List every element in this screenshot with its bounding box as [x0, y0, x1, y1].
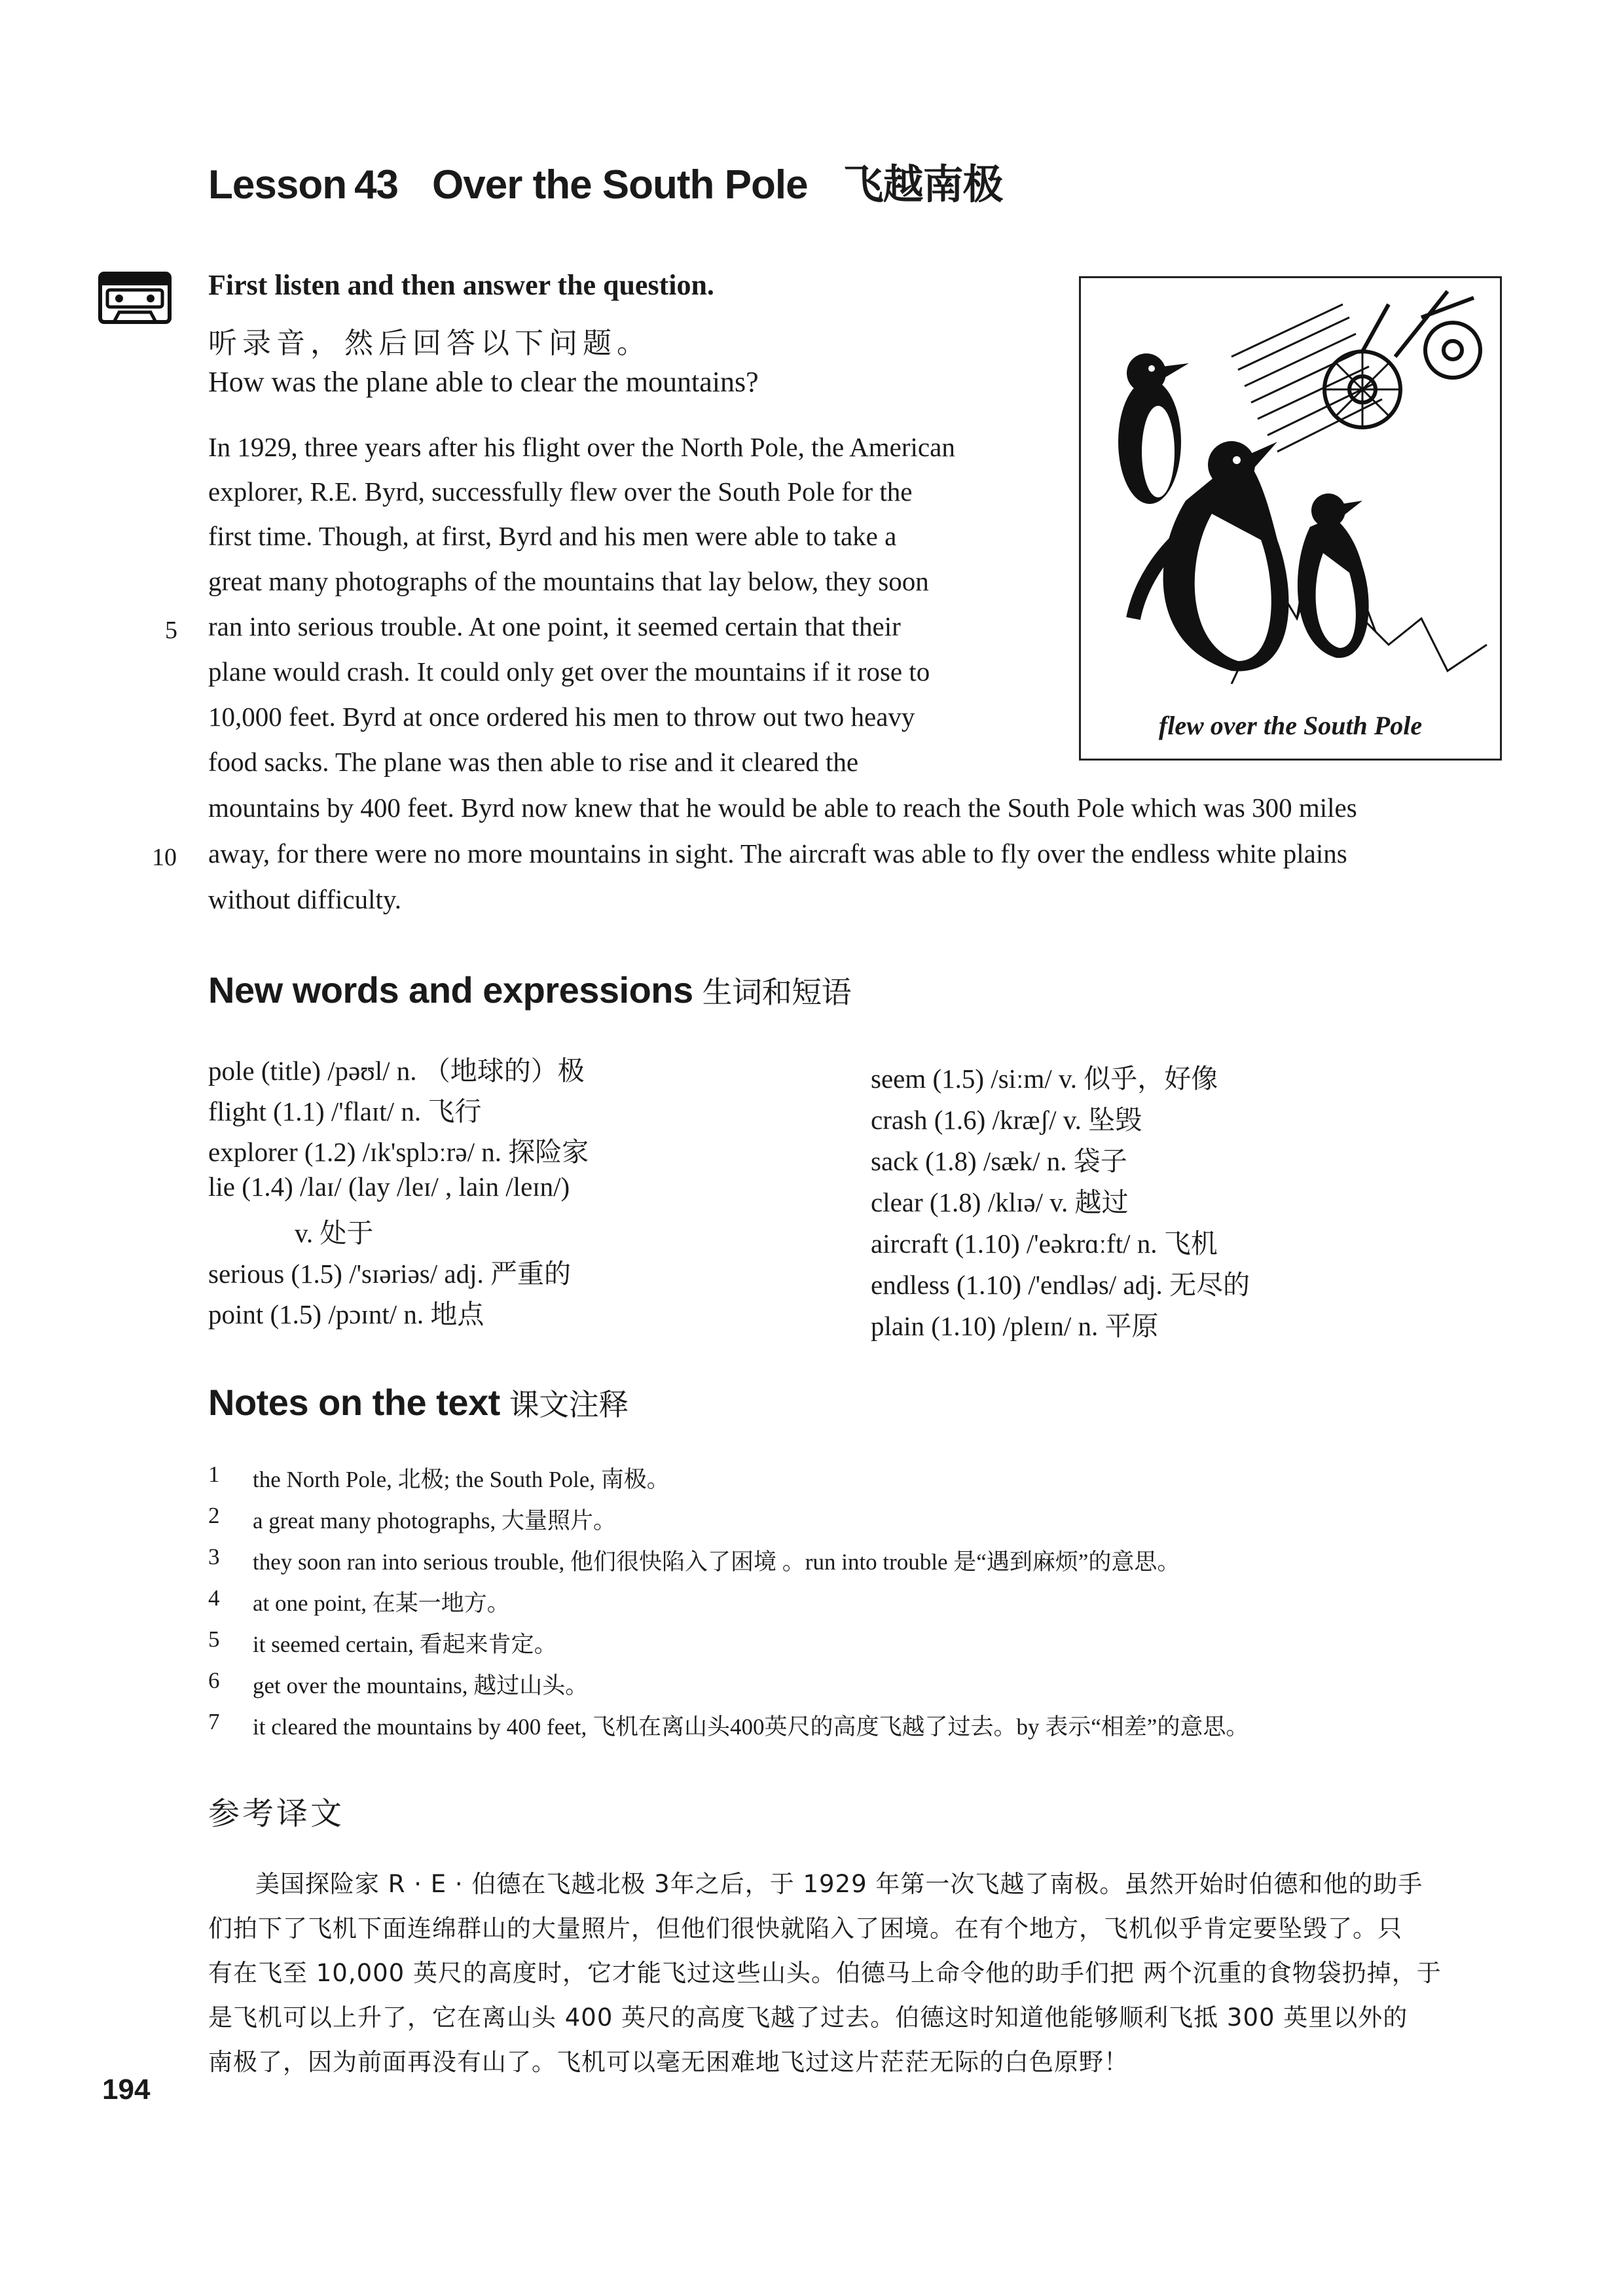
note-number: 4: [208, 1585, 220, 1611]
translation-heading: 参考译文: [208, 1795, 345, 1832]
translation-line: 有在飞至 10,000 英尺的高度时，它才能飞过这些山头。伯德马上命令他的助手们把 两个沉重的食物袋扔掉，于: [208, 1959, 1442, 1987]
story-line: away, for there were no more mountains in sight. The aircraft was able to fly over the endless white plains: [208, 838, 1347, 869]
cassette-tape-icon: [98, 272, 172, 324]
note-number: 3: [208, 1544, 220, 1570]
note-number: 1: [208, 1462, 220, 1487]
story-line: In 1929, three years after his flight over the North Pole, the American: [208, 432, 955, 462]
illustration-frame: [1079, 276, 1502, 761]
translation-line: 美国探险家 R · E · 伯德在飞越北极 3年之后，于 1929 年第一次飞越了南极。虽然开始时伯德和他的助手: [255, 1870, 1423, 1898]
illustration-caption: flew over the South Pole: [1158, 711, 1423, 740]
page-number: 194: [102, 2073, 151, 2106]
instruction-zh: 听录音，然后回答以下问题。: [208, 327, 651, 360]
note-text: at one point, 在某一地方。: [253, 1590, 510, 1616]
lesson-label: Lesson: [208, 162, 347, 207]
vocab-entry: seem (1.5) /siːm/ v. 似乎，好像: [871, 1064, 1218, 1094]
note-number: 5: [208, 1626, 220, 1652]
story-line: great many photographs of the mountains that lay below, they soon: [208, 566, 929, 596]
vocab-entry: plain (1.10) /pleɪn/ n. 平原: [871, 1311, 1159, 1341]
vocab-entry: pole (title) /pəʊl/ n. （地球的）极: [208, 1056, 585, 1086]
penguins-airplane-illustration: [1081, 278, 1500, 684]
story-line: 10,000 feet. Byrd at once ordered his men to throw out two heavy: [208, 702, 915, 732]
translation-line: 们拍下了飞机下面连绵群山的大量照片，但他们很快就陷入了困境。在有个地方，飞机似乎肯定要坠毁了。只: [208, 1914, 1402, 1943]
note-number: 2: [208, 1503, 220, 1528]
note-text: it cleared the mountains by 400 feet, 飞机在离山头400英尺的高度飞越了过去。by 表示“相差”的意思。: [253, 1714, 1249, 1740]
story-line: mountains by 400 feet. Byrd now knew that he would be able to reach the South Pole which was 300 miles: [208, 793, 1357, 823]
vocab-entry: point (1.5) /pɔɪnt/ n. 地点: [208, 1299, 484, 1329]
story-line: without difficulty.: [208, 884, 401, 914]
story-line: first time. Though, at first, Byrd and his men were able to take a: [208, 521, 897, 551]
story-line: explorer, R.E. Byrd, successfully flew over the South Pole for the: [208, 476, 913, 507]
vocab-entry: aircraft (1.10) /'eəkrɑːft/ n. 飞机: [871, 1229, 1218, 1259]
vocab-entry: crash (1.6) /kræʃ/ v. 坠毁: [871, 1105, 1142, 1135]
story-line: food sacks. The plane was then able to rise and it cleared the: [208, 747, 859, 777]
lesson-number: 43: [354, 162, 399, 207]
line-number: 10: [152, 844, 177, 871]
new-words-heading-zh: 生词和短语: [702, 975, 852, 1010]
notes-heading-en: Notes on the text: [208, 1382, 500, 1423]
vocab-entry: endless (1.10) /'endləs/ adj. 无尽的: [871, 1270, 1250, 1300]
notes-heading-zh: 课文注释: [509, 1387, 629, 1422]
note-text: they soon ran into serious trouble, 他们很快陷入了困境 。run into trouble 是“遇到麻烦”的意思。: [253, 1549, 1180, 1575]
note-number: 7: [208, 1709, 220, 1734]
vocab-entry: explorer (1.2) /ɪk'splɔːrə/ n. 探险家: [208, 1137, 589, 1167]
story-line: ran into serious trouble. At one point, it seemed certain that their: [208, 611, 901, 641]
story-line: plane would crash. It could only get over the mountains if it rose to: [208, 656, 930, 687]
notes-heading: [208, 1381, 629, 1424]
note-text: a great many photographs, 大量照片。: [253, 1508, 617, 1534]
lesson-title-zh: 飞越南极: [843, 160, 1003, 208]
new-words-heading-en: New words and expressions: [208, 969, 693, 1011]
vocab-entry: lie (1.4) /laɪ/ (lay /leɪ/ , lain /leɪn/): [208, 1172, 570, 1202]
translation-line: 南极了，因为前面再没有山了。飞机可以毫无困难地飞过这片茫茫无际的白色原野！: [208, 2048, 1129, 2076]
note-text: it seemed certain, 看起来肯定。: [253, 1632, 557, 1657]
vocab-entry: clear (1.8) /klɪə/ v. 越过: [871, 1187, 1129, 1217]
note-text: the North Pole, 北极; the South Pole, 南极。: [253, 1467, 670, 1492]
vocab-entry-continued: v. 处于: [295, 1218, 374, 1248]
vocab-entry: sack (1.8) /sæk/ n. 袋子: [871, 1146, 1127, 1176]
new-words-heading: [208, 969, 851, 1012]
vocab-entry: serious (1.5) /'sɪəriəs/ adj. 严重的: [208, 1259, 571, 1289]
translation-line: 是飞机可以上升了，它在离山头 400 英尺的高度飞越了过去。伯德这时知道他能够顺利飞抵 300 英里以外的: [208, 2003, 1408, 2032]
note-text: get over the mountains, 越过山头。: [253, 1673, 589, 1698]
note-number: 6: [208, 1668, 220, 1693]
question: How was the plane able to clear the mountains?: [208, 366, 759, 398]
lesson-title-en: Over the South Pole: [432, 162, 808, 207]
lesson-title: [208, 152, 1003, 210]
instruction-en: First listen and then answer the question.: [208, 269, 714, 301]
vocab-entry: flight (1.1) /'flaɪt/ n. 飞行: [208, 1096, 482, 1126]
line-number: 5: [165, 617, 177, 644]
